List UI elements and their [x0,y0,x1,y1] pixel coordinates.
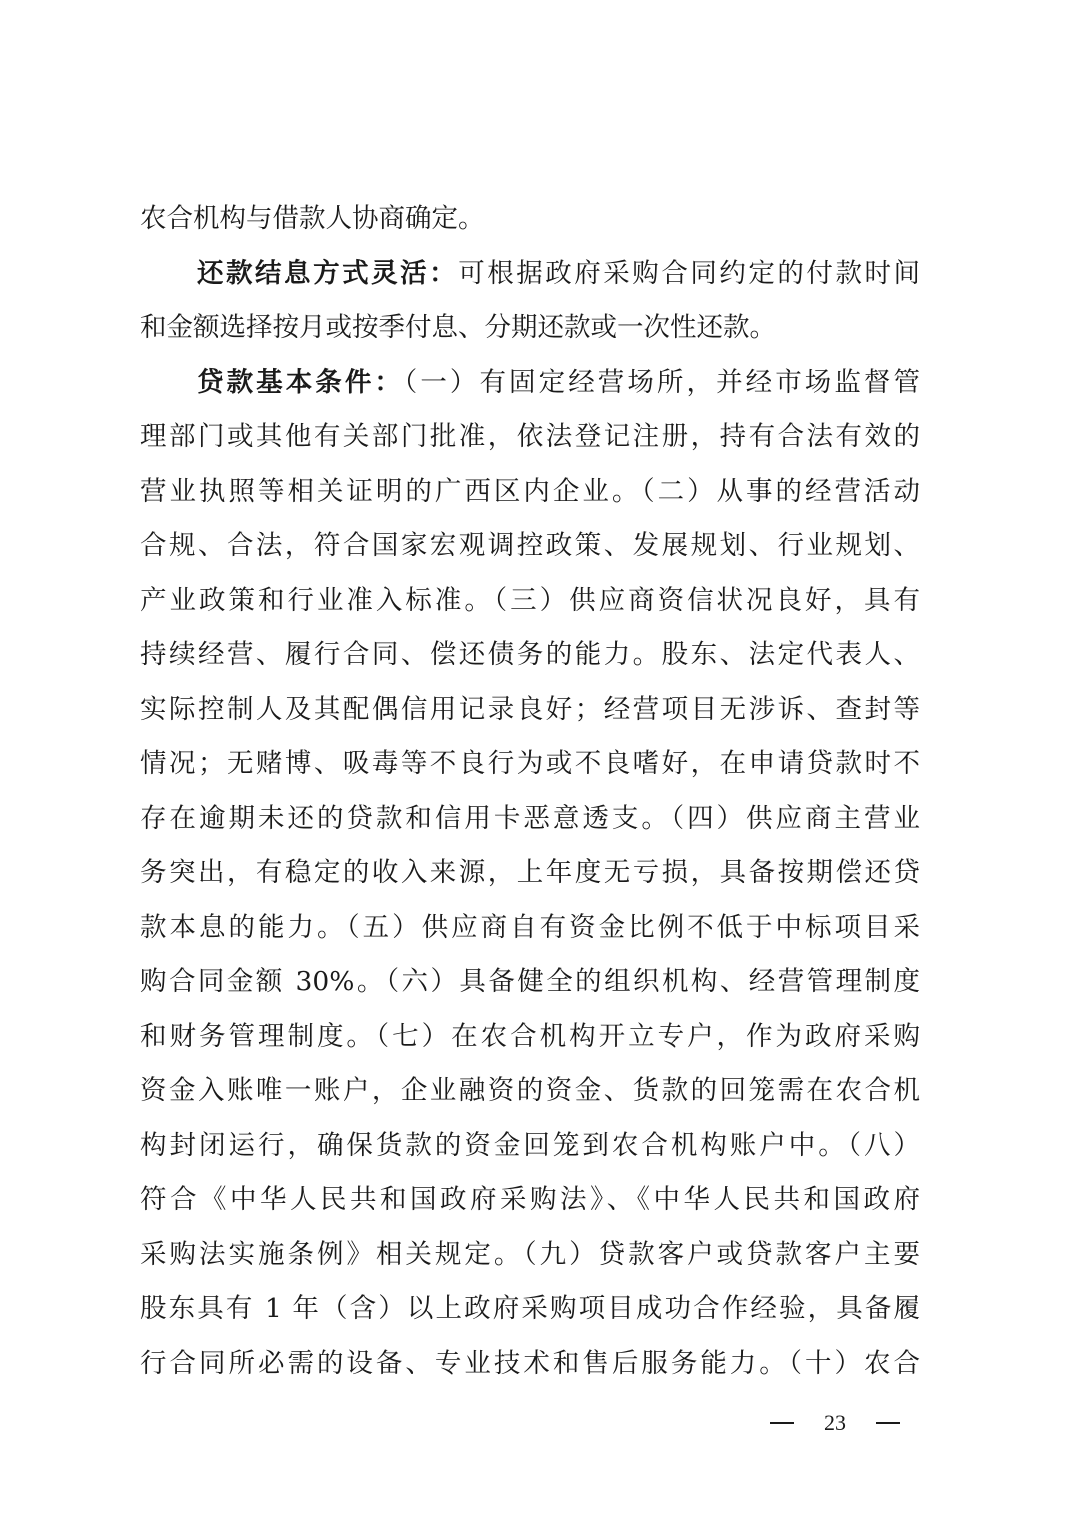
text-line: 实际控制人及其配偶信用记录良好；经营项目无涉诉、查封等 [140,693,920,725]
text-line: 存在逾期未还的贷款和信用卡恶意透支。（四）供应商主营业 [140,802,920,834]
section-heading-repayment: 还款结息方式灵活： [197,257,459,289]
text-line: 采购法实施条例》相关规定。（九）贷款客户或贷款客户主要 [140,1238,920,1270]
dash-left-decoration [770,1422,794,1424]
text-line: 行合同所必需的设备、专业技术和售后服务能力。（十）农合 [140,1347,920,1379]
text-line: 款本息的能力。（五）供应商自有资金比例不低于中标项目采 [140,911,920,943]
text-run: （一）有固定经营场所，并经市场监督管 [404,366,921,398]
text-line: 构封闭运行，确保货款的资金回笼到农合机构账户中。（八） [140,1129,920,1161]
text-line: 和金额选择按月或按季付息、分期还款或一次性还款。 [140,312,776,343]
text-line: 购合同金额 30%。（六）具备健全的组织机构、经营管理制度 [140,966,920,997]
text-line: 持续经营、履行合同、偿还债务的能力。股东、法定代表人、 [140,639,920,670]
text-line: 农合机构与借款人协商确定。 [140,203,485,234]
text-line: 情况；无赌博、吸毒等不良行为或不良嗜好，在申请贷款时不 [140,748,920,779]
dash-right-decoration [876,1422,900,1424]
text-line: 营业执照等相关证明的广西区内企业。（二）从事的经营活动 [140,475,920,507]
text-run: 可根据政府采购合同约定的付款时间 [458,257,920,289]
text-line: 资金入账唯一账户，企业融资的资金、货款的回笼需在农合机 [140,1075,920,1106]
paragraph-conditions-first-line [140,356,920,411]
section-heading-conditions: 贷款基本条件： [197,366,405,398]
page-number-footer [770,1405,900,1441]
page-number: 23 [824,1410,846,1435]
text-line: 符合《中华人民共和国政府采购法》、《中华人民共和国政府 [140,1184,920,1215]
paragraph-repayment-first-line [140,247,920,302]
text-line: 和财务管理制度。（七）在农合机构开立专户，作为政府采购 [140,1020,920,1052]
text-line: 产业政策和行业准入标准。（三）供应商资信状况良好，具有 [140,584,920,616]
text-line: 股东具有 1 年（含）以上政府采购项目成功合作经验，具备履 [140,1293,920,1324]
text-line: 理部门或其他有关部门批准，依法登记注册，持有合法有效的 [140,421,920,452]
text-line: 合规、合法，符合国家宏观调控政策、发展规划、行业规划、 [140,530,920,561]
text-line: 务突出，有稳定的收入来源，上年度无亏损，具备按期偿还贷 [140,857,920,888]
document-body [140,192,920,1391]
